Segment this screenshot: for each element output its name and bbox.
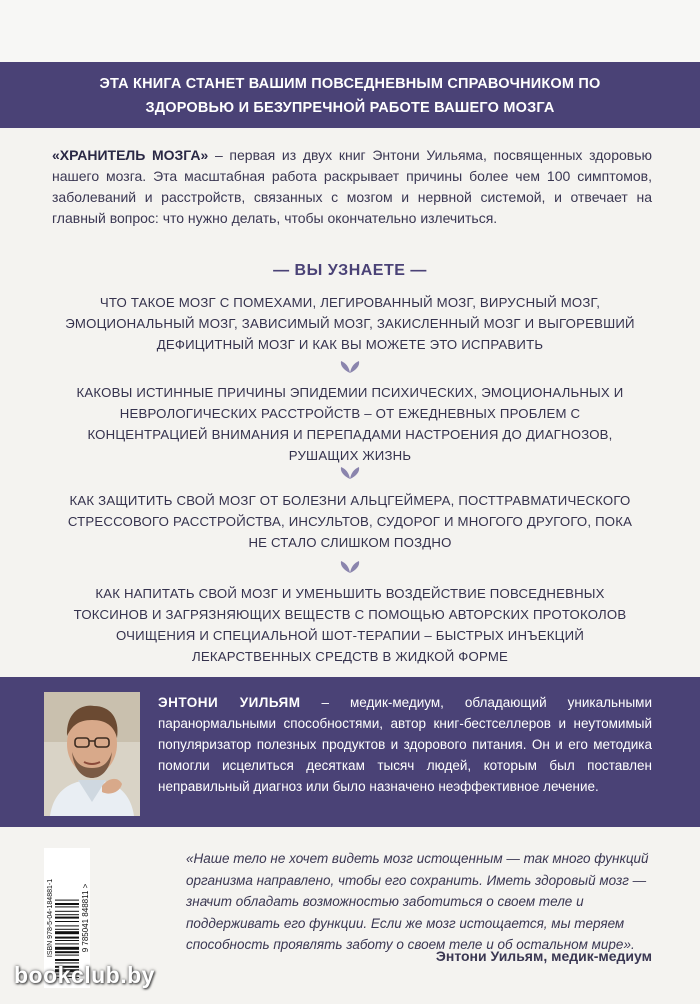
learn-point-3: КАК ЗАЩИТИТЬ СВОЙ МОЗГ ОТ БОЛЕЗНИ АЛЬЦГЕЙМЕРА, ПОСТТРАВМАТИЧЕСКОГО СТРЕССОВОГО РАССТРОЙСТВА, ИНСУЛЬТОВ, СУДОРОГ И МНОГОГО ДРУГОГО, ПОКА НЕ СТАЛО СЛИШКОМ ПОЗДНО [67,493,633,550]
author-name: ЭНТОНИ УИЛЬЯМ [158,695,301,710]
top-blank-area [0,0,700,62]
intro-paragraph [52,145,652,229]
book-title: «ХРАНИТЕЛЬ МОЗГА» [52,147,209,163]
learn-point-2: КАКОВЫ ИСТИННЫЕ ПРИЧИНЫ ЭПИДЕМИИ ПСИХИЧЕСКИХ, ЭМОЦИОНАЛЬНЫХ И НЕВРОЛОГИЧЕСКИХ РАССТРОЙСТВ – ОТ ЕЖЕДНЕВНЫХ ПРОБЛЕМ С КОНЦЕНТРАЦИЕЙ ВНИМАНИЯ И ПЕРЕПАДАМИ НАСТРОЕНИЯ ДО ДИАГНОЗОВ, РУШАЩИХ ЖИЗНЬ [76,385,624,463]
leaf-ornament-icon [334,466,366,480]
site-watermark: bookclub.by [14,962,155,988]
learn-heading: — ВЫ УЗНАЕТЕ — [273,262,427,279]
header-banner [0,62,700,128]
header-line-2: ЗДОРОВЬЮ И БЕЗУПРЕЧНОЙ РАБОТЕ ВАШЕГО МОЗГА [145,100,555,116]
isbn-text: ISBN 978-5-04-184881-1 [47,878,54,958]
author-photo [44,692,140,816]
leaf-ornament-icon [334,360,366,374]
quote-signature: Энтони Уильям, медик-медиум [435,948,652,964]
learn-point-1: ЧТО ТАКОЕ МОЗГ С ПОМЕХАМИ, ЛЕГИРОВАННЫЙ МОЗГ, ВИРУСНЫЙ МОЗГ, ЭМОЦИОНАЛЬНЫЙ МОЗГ, ЗАВИСИМЫЙ МОЗГ, ЗАКИСЛЕННЫЙ МОЗГ И ВЫГОРЕВШИЙ ДЕФИЦИТНЫЙ МОЗГ И КАК ВЫ МОЖЕТЕ ЭТО ИСПРАВИТЬ [65,295,635,352]
author-bio [158,692,652,797]
learn-point-4: КАК НАПИТАТЬ СВОЙ МОЗГ И УМЕНЬШИТЬ ВОЗДЕЙСТВИЕ ПОВСЕДНЕВНЫХ ТОКСИНОВ И ЗАГРЯЗНЯЮЩИХ ВЕЩЕСТВ С ПОМОЩЬЮ АВТОРСКИХ ПРОТОКОЛОВ ОЧИЩЕНИЯ И СПЕЦИАЛЬНОЙ ШОТ-ТЕРАПИИ – БЫСТРЫХ ИНЪЕКЦИЙ ЛЕКАРСТВЕННЫХ СРЕДСТВ В ЖИДКОЙ ФОРМЕ [73,586,627,664]
intro-text: – первая из двух книг Энтони Уильяма, посвященных здоровью нашего мозга. Эта масштабная работа раскрывает причины более чем 100 симптомов, заболеваний и расстройств, связанных с мозгом и нервной системой, и отвечает на главный вопрос: что нужно делать, чтобы окончательно излечиться. [52,147,652,226]
barcode-digits: 9 785041 848811 > [81,883,90,953]
header-line-1: ЭТА КНИГА СТАНЕТ ВАШИМ ПОВСЕДНЕВНЫМ СПРАВОЧНИКОМ ПО [99,76,601,92]
author-bio-text: – медик-медиум, обладающий уникальными паранормальными способностями, автор книг-бестселлеров и неутомимый популяризатор полезных продуктов и здорового питания. Он и его методика помогли исцелиться десяткам тысяч людей, которым был поставлен неправильный диагноз или было назначено неэффективное лечение. [158,695,653,794]
leaf-ornament-icon [334,560,366,574]
author-quote: «Наше тело не хочет видеть мозг истощенным — так много функций организма направлено, чтобы его сохранить. Иметь здоровый мозг — значит обладать возможностью заботиться о своем теле и поддерживать его функции. Если же мозг истощается, мы теряем способность проявлять заботу о своем теле и об остальном мире». [186,851,649,952]
